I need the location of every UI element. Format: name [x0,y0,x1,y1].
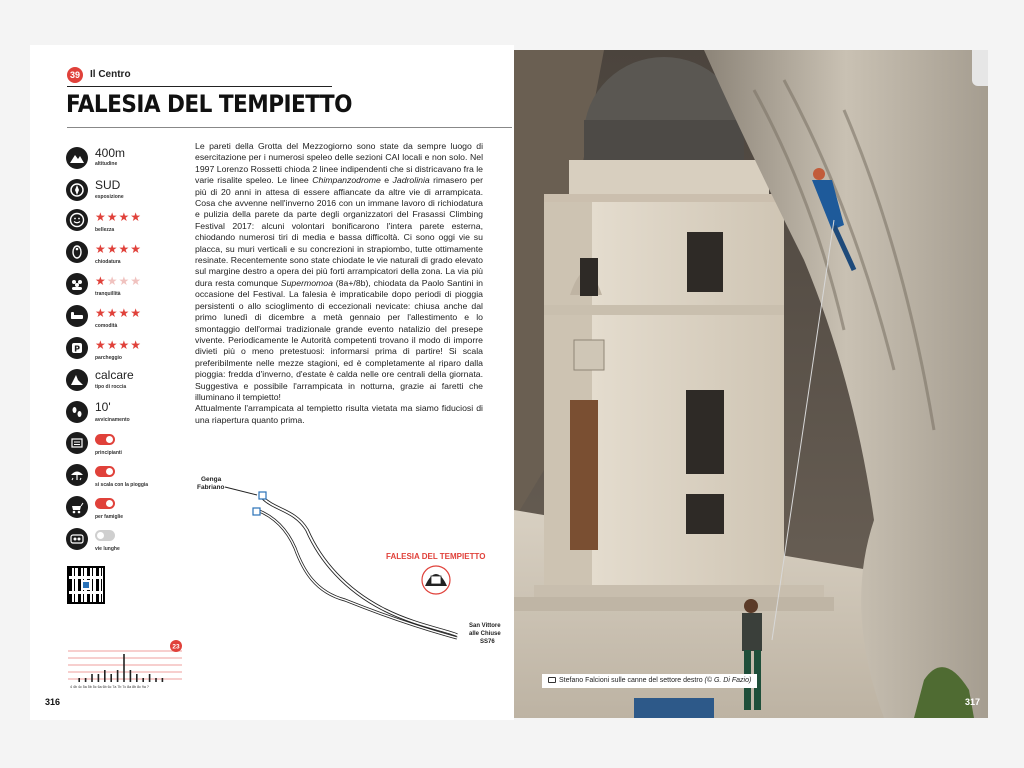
histogram-bar-4c [85,678,87,682]
histogram-bar-7a [130,670,132,682]
exposure-label: esposizione [95,194,124,200]
crowd-icon [66,273,88,295]
section-name: Il Centro [90,69,131,80]
map-dest-label-1: San Vittore [469,623,501,629]
histogram-bar-6b [117,670,119,682]
route-name: Jadrolinia [392,175,430,186]
beauty-rating: ★★★★ [95,210,143,224]
title-divider [67,127,512,128]
beginner-icon [66,432,88,454]
histogram-bar-7c [142,678,144,682]
page-number-left: 316 [45,697,61,707]
approach-label: avvicinamento [95,417,130,423]
beauty-label: bellezza [95,227,115,233]
beginners-toggle [95,434,115,445]
tempietto-icon [422,566,450,594]
bolting-label: chiodatura [95,259,121,265]
exposure-value: SUD [95,178,121,192]
comfort-rating: ★★★★ [95,306,143,320]
photo-caption: Stefano Falcioni sulle canne del settore destro (© G. Di Fazio) [542,674,757,688]
page-number-right: 317 [965,697,981,707]
smiley-icon [66,209,88,231]
footsteps-icon [66,401,88,423]
bolting-rating: ★★★★ [95,242,143,256]
qr-logo-icon [81,580,91,590]
histogram-bar-8a [149,674,151,682]
tranquillity-label: tranquillità [95,291,121,297]
multipitch-toggle [95,530,115,541]
comfort-icon [66,305,88,327]
rain-icon [66,464,88,486]
rain-label: si scala con la pioggia [95,482,149,488]
map-origin-label-2: Fabriano [197,484,225,491]
histogram-bar-7b [136,674,138,682]
histogram-bar-6c [123,654,125,682]
histogram-tick-labels: 4 4b 4c 5a 5b 5c 6a 6b 6c 7a 7b 7c 8a 8b 8c 9a ? [70,685,149,689]
parking-label: parcheggio [95,355,122,361]
approach-value: 10' [95,400,111,414]
page-title: FALESIA DEL TEMPIETTO [66,90,352,118]
multipitch-icon [66,528,88,550]
rain-toggle [95,466,115,477]
description-text: Le pareti della Grotta del Mezzogiorno sono state da sempre luogo di esercitazione per i numerosi speleo delle sezioni CAI locali e non solo. Nel 1997 Lorenzo Rossetti chioda 2 linee indipendenti che si districavano fra le varie risalite speleo. Le linee Chimpanzodrome e Jadrolinia rimasero per più di 20 anni in attesa di essere affiancate da altre vie di arrampicata. Cosa che avvenne nell'inverno 2016 con un immane lavoro di richiodatura e pulizia della parete da parte degli organizzatori del Frasassi Climbing Festival 2017: alcuni volontari bonificarono l'intera parete esterna, chiodando numerosi tiri di media e bassa difficoltà. Ci sono oggi vie su placca, su muri verticali e su concrezioni in strapiombo, tutte ottimamente resinate. Recentemente sono state chiodate le vie naturali di grado elevato sul margine destro a opera dei più forti arrampicatori della zona. La via più dura resta comunque Supermomoa (8a+/8b), chiodata da Paolo Santini in occasione del Festival. La falesia è impraticabile dopo periodi di pioggia persistenti o allo scioglimento di eccezionali nevicate: chiusa anche dal primo lunedì di dicembre a metà gennaio per l'allestimento e lo smontaggio dell'ormai tradizionale grande evento natalizio del presepe vivente. Periodicamente le Autorità competenti trovano il modo di imporre divieti più o meno pretestuosi: informarsi prima di partire! Si scala preferibilmente nelle mezze stagioni, ed è completamente al riparo dalla pioggia: fredda d'inverno, d'estate è calda nelle ore centrali della giornata. Suggestiva e possibile l'arrampicata in notturna, grazie ai faretti che illuminano il tempietto! Attualmente l'arrampicata al tempietto risulta vietata ma siamo fiduciosi di una riapertura quanto prima. [195,141,483,425]
altitude-icon [66,147,88,169]
comfort-label: comodità [95,323,118,329]
compass-icon [66,179,88,201]
camera-icon [548,677,556,683]
closure-note: Attualmente l'arrampicata al tempietto risulta vietata ma siamo fiduciosi di una riapertura quanto prima. [195,403,483,425]
bolt-icon [66,241,88,263]
tranquillity-rating: ★★★★ [95,274,143,288]
altitude-value: 400m [95,146,126,160]
route-name: Supermomoa [280,277,333,288]
parking-icon [66,337,88,359]
rock-value: calcare [95,368,134,382]
histogram-total-label: 23 [172,643,180,651]
map-origin-label-1: Genga [201,476,222,483]
rock-label: tipo di roccia [95,384,127,390]
histogram-bar-5c [104,670,106,682]
histogram-bar-5a [91,674,93,682]
histogram-bar-5b [98,674,100,682]
map-marker [259,492,266,499]
family-icon [66,496,88,518]
parking-rating: ★★★★ [95,338,143,352]
grade-histogram [66,640,184,692]
section-divider [67,86,332,87]
svg-text:P: P [74,344,80,354]
map-dest-label-3: SS76 [480,639,495,645]
multipitch-label: vie lunghe [95,546,120,552]
histogram-bar-6a [110,674,112,682]
access-map [195,470,515,660]
map-road-outer [263,498,457,635]
beginners-label: principianti [95,450,122,456]
map-marker [253,508,260,515]
histogram-bar-8c [162,678,164,682]
section-number-badge: 39 [67,67,83,83]
map-crag-label: FALESIA DEL TEMPIETTO [386,552,486,561]
scroll-tab[interactable] [972,50,988,86]
route-name: Chimpanzodrome [312,175,381,186]
families-label: per famiglie [95,514,124,520]
map-arrow [225,487,257,495]
families-toggle [95,498,115,509]
rock-icon [66,369,88,391]
map-dest-label-2: alle Chiuse [469,631,501,637]
qr-code[interactable] [67,566,105,604]
histogram-bar-8b [155,678,157,682]
histogram-bar-4b [78,678,80,682]
crag-photo [514,50,988,718]
altitude-label: altitudine [95,161,118,167]
